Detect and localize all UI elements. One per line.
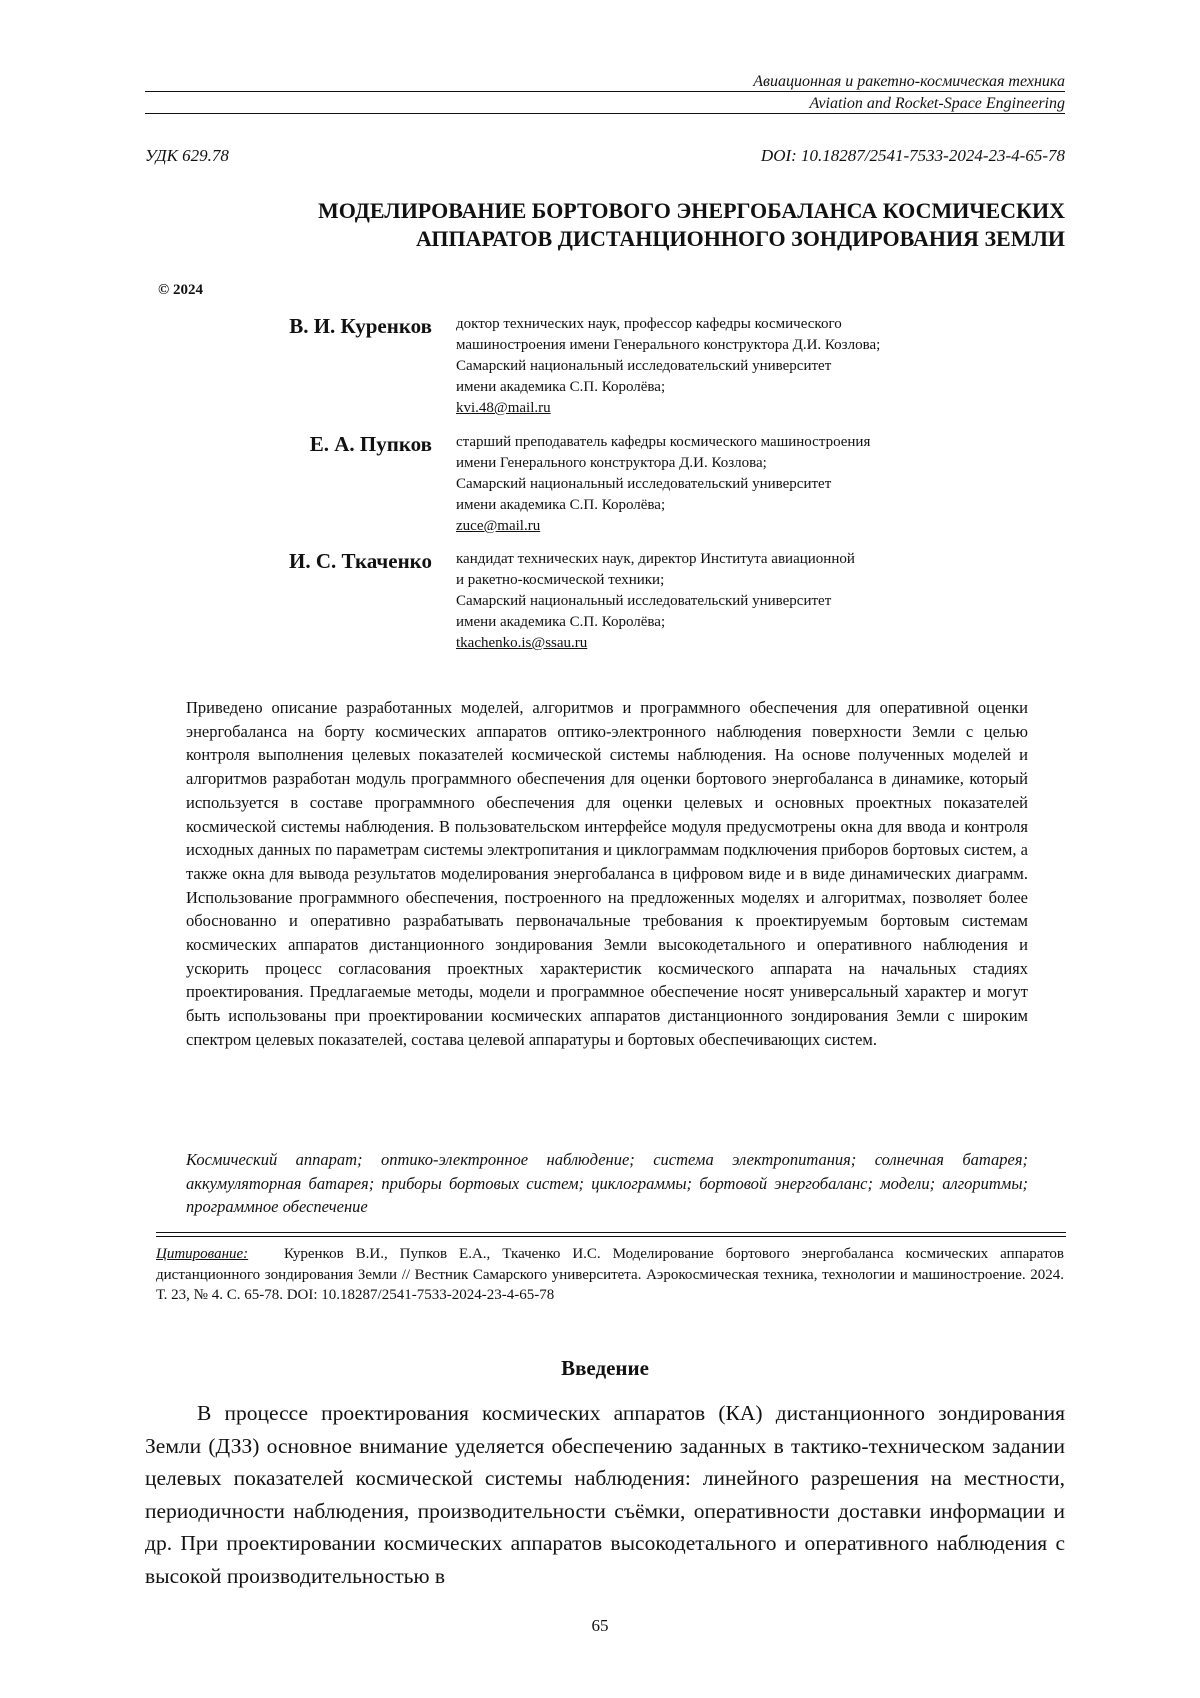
- udk-code: УДК 629.78: [145, 146, 229, 165]
- author-name-1: В. И. Куренков: [289, 314, 432, 338]
- header-rule-bottom: [145, 113, 1065, 114]
- affiliation-line: и ракетно-космической техники;: [456, 572, 665, 588]
- affiliation-line: имени академика С.П. Королёва;: [456, 497, 666, 513]
- introduction-paragraph: В процессе проектирования космических аппаратов (КА) дистанционного зондирования Земли (ДЗЗ) основное внимание уделяется обеспечению заданных в тактико-техническом задании целевых показателей космической системы наблюдения: линейного разрешения на местности, периодичности наблюдения, производительности съёмки, оперативности доставки информации и др. При проектировании космических аппаратов высокодетального и оперативного наблюдения с высокой производительностью в: [145, 1401, 1065, 1588]
- author-affiliation-3: [456, 549, 1056, 654]
- citation-rule-thick: [156, 1232, 1066, 1233]
- affiliation-line: старший преподаватель кафедры космического машиностроения: [456, 434, 871, 450]
- author-name-3: И. С. Ткаченко: [288, 549, 432, 573]
- title-line-2: АППАРАТОВ ДИСТАНЦИОННОГО ЗОНДИРОВАНИЯ ЗЕМЛИ: [416, 226, 1065, 251]
- citation-rule-thin: [156, 1236, 1066, 1237]
- affiliation-line: Самарский национальный исследовательский университет: [456, 476, 832, 492]
- affiliation-line: имени академика С.П. Королёва;: [456, 614, 666, 630]
- title-line-1: МОДЕЛИРОВАНИЕ БОРТОВОГО ЭНЕРГОБАЛАНСА КОСМИЧЕСКИХ: [318, 198, 1065, 223]
- affiliation-line: кандидат технических наук, директор Института авиационной: [456, 551, 855, 567]
- affiliation-line: доктор технических наук, профессор кафедры космического: [456, 316, 842, 332]
- page-number: 65: [591, 1616, 609, 1635]
- affiliation-line: имени академика С.П. Королёва;: [456, 379, 666, 395]
- doi: DOI: 10.18287/2541-7533-2024-23-4-65-78: [760, 146, 1065, 165]
- affiliation-line: машиностроения имени Генерального конструктора Д.И. Козлова;: [456, 337, 881, 353]
- running-header-ru: Авиационная и ракетно-космическая техника: [753, 73, 1065, 90]
- abstract-text: Приведено описание разработанных моделей, алгоритмов и программного обеспечения для оперативной оценки энергобаланса на борту космических аппаратов оптико-электронного наблюдения поверхности Земли с целью контроля выполнения целевых показателей космической системы наблюдения. На основе полученных моделей и алгоритмов разработан модуль программного обеспечения для оценки бортового энергобаланса в динамике, который используется в составе программного обеспечения для оценки целевых и основных проектных показателей космической системы наблюдения. В пользовательском интерфейсе модуля предусмотрены окна для ввода и контроля исходных данных по параметрам системы электропитания и циклограммам подключения приборов бортовых систем, а также окна для вывода результатов моделирования энергобаланса в цифровом виде и в виде динамических диаграмм. Использование программного обеспечения, построенного на предложенных моделях и алгоритмах, позволяет более обоснованно и оперативно разрабатывать первоначальные требования к проектируемым бортовым системам космических аппаратов дистанционного зондирования Земли высокодетального и оперативного наблюдения и ускорить процесс согласования проектных характеристик космического аппарата на начальных стадиях проектирования. Предлагаемые методы, модели и программное обеспечение носят универсальный характер и могут быть использованы при проектировании космических аппаратов дистанционного зондирования Земли с широким спектром целевых показателей, состава целевой аппаратуры и бортовых обеспечивающих систем.: [186, 698, 1028, 1049]
- running-header-en: Aviation and Rocket-Space Engineering: [809, 95, 1065, 112]
- keywords: Космический аппарат; оптико-электронное наблюдение; система электропитания; солнечная батарея; аккумуляторная батарея; приборы бортовых систем; циклограммы; бортовой энергобаланс; модели; алгоритмы; программное обеспечение: [186, 1150, 1028, 1216]
- author-email-link[interactable]: kvi.48@mail.ru: [456, 400, 551, 416]
- affiliation-line: имени Генерального конструктора Д.И. Козлова;: [456, 455, 767, 471]
- citation-label: Цитирование:: [156, 1246, 249, 1262]
- author-affiliation-1: [456, 314, 1056, 419]
- author-name-2: Е. А. Пупков: [309, 432, 432, 456]
- author-email-link[interactable]: tkachenko.is@ssau.ru: [456, 635, 588, 651]
- header-rule-top: [145, 91, 1065, 92]
- affiliation-line: Самарский национальный исследовательский университет: [456, 358, 832, 374]
- author-affiliation-2: [456, 432, 1056, 537]
- citation-block: [156, 1244, 1064, 1306]
- copyright: © 2024: [158, 282, 203, 298]
- abstract: [186, 696, 1028, 1052]
- section-heading-introduction: Введение: [561, 1356, 649, 1380]
- affiliation-line: Самарский национальный исследовательский университет: [456, 593, 832, 609]
- article-title: [145, 197, 1065, 253]
- author-email-link[interactable]: zuce@mail.ru: [456, 518, 541, 534]
- citation-text: Куренков В.И., Пупков Е.А., Ткаченко И.С. Моделирование бортового энергобаланса космических аппаратов дистанционного зондирования Земли // Вестник Самарского университета. Аэрокосмическая техника, технологии и машиностроение. 2024. Т. 23, № 4. С. 65-78. DOI: 10.18287/2541-7533-2024-23-4-65-78: [156, 1246, 1065, 1303]
